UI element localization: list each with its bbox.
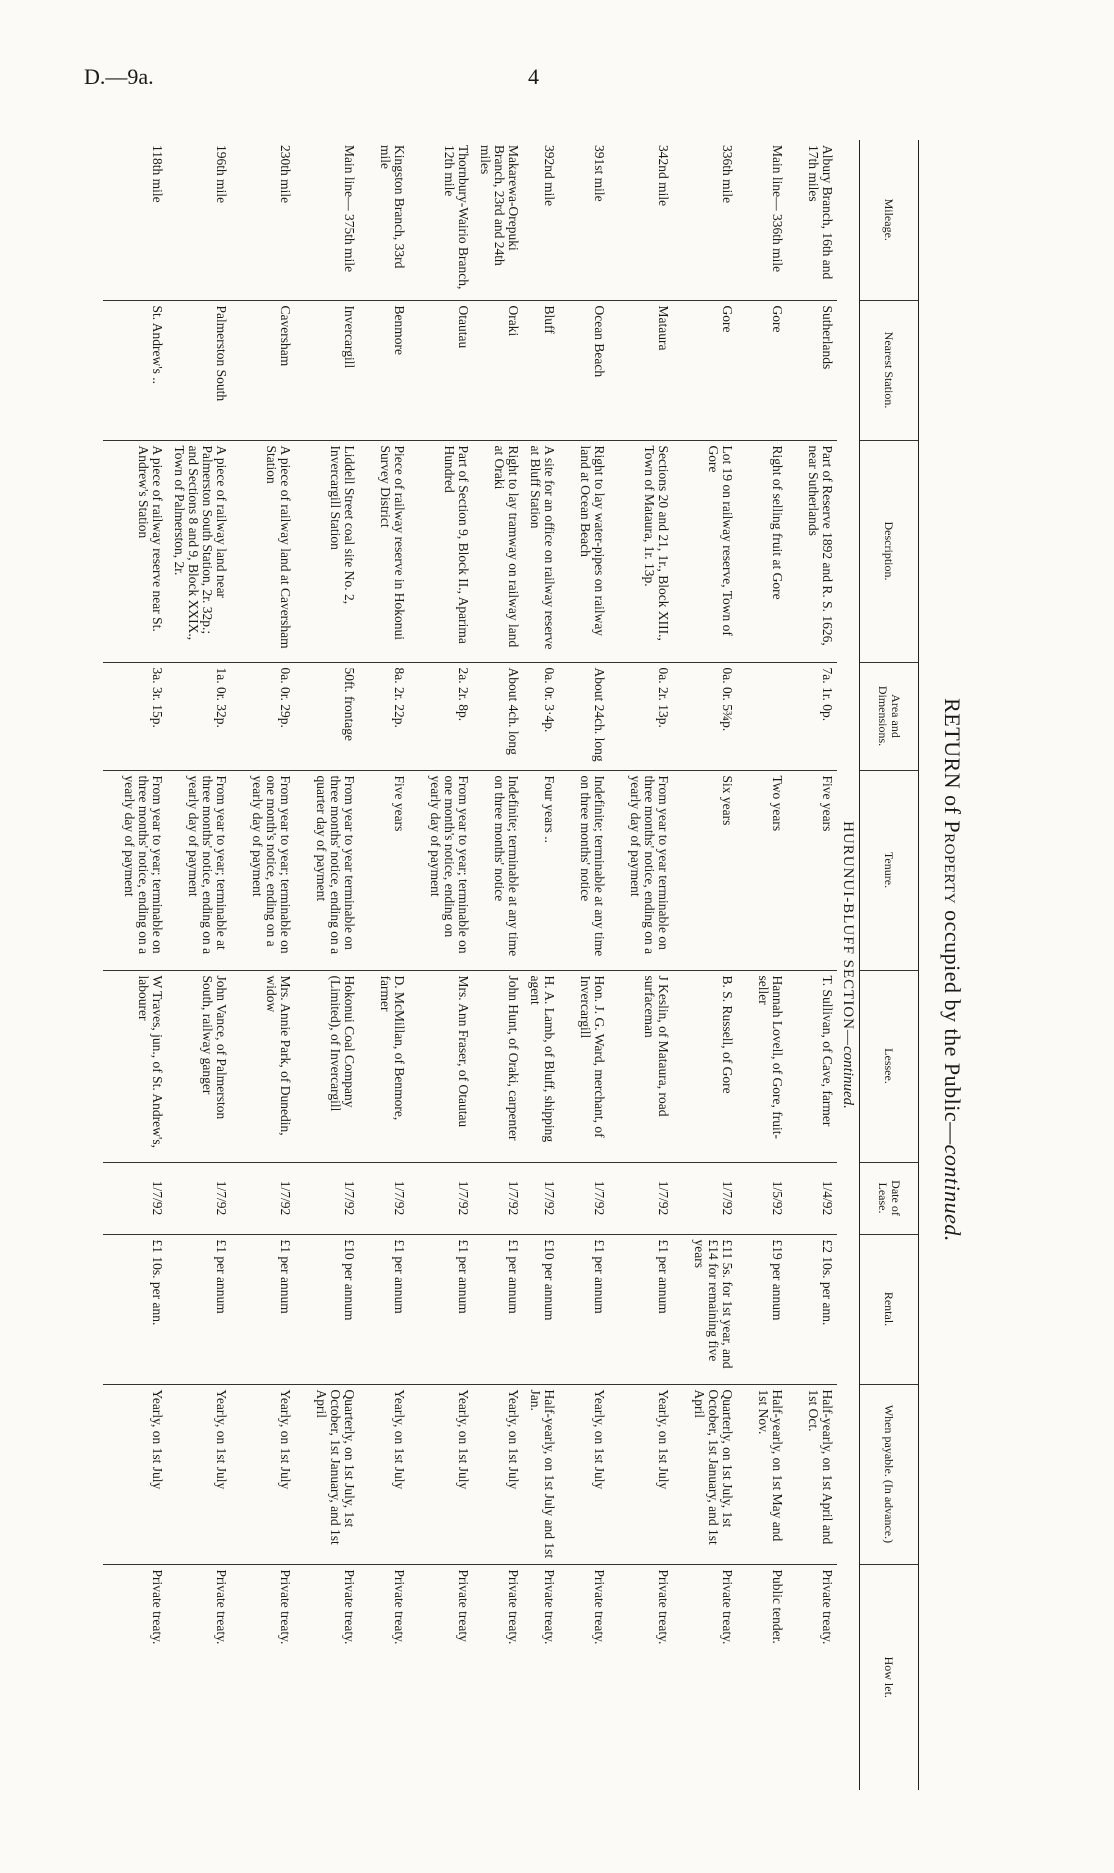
cell-mileage: 230th mile [278, 145, 293, 204]
cell-description: Right to lay water-pipes on railway land at Ocean Beach [559, 440, 609, 662]
cell-how-let: Private treaty. [787, 1564, 837, 1790]
cell-station: Ocean Beach [559, 300, 609, 440]
table-header-row [860, 140, 919, 1790]
cell-date: 1/7/92 [231, 1162, 295, 1234]
cell-description: Part of Reserve 1892 and R. S. 1626, near Sutherlands [787, 440, 837, 662]
header-how-let: How let. [860, 1564, 919, 1790]
cell-station: Oraki [473, 300, 523, 440]
section-title: HURUNUI-BLUFF SECTION— [840, 821, 856, 1047]
cell-station: Gore [737, 300, 787, 440]
cell-payable: Yearly, on 1st July [167, 1384, 231, 1564]
cell-area: 1a. 0r. 32p. [167, 662, 231, 770]
cell-area: About 24ch. long [559, 662, 609, 770]
cell-lessee: John Hunt, of Oraki, carpenter [473, 970, 523, 1162]
cell-payable: Yearly, on 1st July [409, 1384, 473, 1564]
cell-payable: Yearly, on 1st July [359, 1384, 409, 1564]
cell-lessee: John Vance, of Palmerston South, railway ganger [167, 970, 231, 1162]
title-smallcaps: Property [940, 820, 965, 905]
cell-rental: £10 per annum [295, 1234, 359, 1384]
cell-lessee: Hon. J. G. Ward, merchant, of Invercargill [559, 970, 609, 1162]
cell-area: 8a. 2r. 22p. [359, 662, 409, 770]
cell-description: A piece of railway land at Caversham Station [231, 440, 295, 662]
header-description: Description. [860, 440, 919, 662]
header-rental: Rental. [860, 1234, 919, 1384]
cell-how-let: Private treaty. [231, 1564, 295, 1790]
cell-mileage: Main line— 336th mile [770, 145, 785, 273]
cell-mileage: 196th mile [214, 145, 229, 204]
cell-lessee: H. A. Lamb, of Bluff, shipping agent [523, 970, 559, 1162]
cell-tenure: From year to year; terminable on one month's notice, ending on yearly day of payment [409, 770, 473, 970]
cell-tenure: From year to year terminable on three months' notice, ending on a yearly day of payment [609, 770, 673, 970]
cell-date: 1/7/92 [409, 1162, 473, 1234]
cell-area: 7a. 1r. 0p. [787, 662, 837, 770]
cell-tenure: From year to year; terminable at three months' notice, ending on a yearly day of payment [167, 770, 231, 970]
cell-area: 50ft. frontage [295, 662, 359, 770]
title-prefix: RETURN of [940, 698, 965, 821]
cell-date: 1/7/92 [295, 1162, 359, 1234]
cell-mileage: 342nd mile [656, 145, 671, 207]
cell-description: Lot 19 on railway reserve, Town of Gore [673, 440, 737, 662]
cell-tenure: From year to year; terminable on three months' notice, ending on a yearly day of payment [103, 770, 167, 970]
cell-date: 1/7/92 [523, 1162, 559, 1234]
cell-payable: Half-yearly, on 1st April and 1st Oct. [787, 1384, 837, 1564]
cell-station: Gore [673, 300, 737, 440]
cell-rental: £1 per annum [559, 1234, 609, 1384]
table-row [737, 140, 787, 1790]
table-row [609, 140, 673, 1790]
cell-rental: £1 per annum [473, 1234, 523, 1384]
cell-lessee: Hannah Lovell, of Gore, fruit-seller [737, 970, 787, 1162]
cell-station: Sutherlands [787, 300, 837, 440]
cell-lessee: B. S. Russell, of Gore [673, 970, 737, 1162]
cell-date: 1/7/92 [673, 1162, 737, 1234]
cell-rental: £1 per annum [231, 1234, 295, 1384]
cell-area: About 4ch. long [473, 662, 523, 770]
cell-lessee: W Traves, jun., of St. Andrew's, labourer [103, 970, 167, 1162]
cell-area: 0a. 0r. 5¾p. [673, 662, 737, 770]
cell-station: Palmerston South [167, 300, 231, 440]
cell-mileage: 336th mile [720, 145, 735, 204]
cell-mileage: Kingston Branch, 33rd mile [378, 145, 407, 269]
cell-area: 3a. 3r. 15p. [103, 662, 167, 770]
cell-description: Sections 20 and 21, 1r., Block XIII., Town of Mataura, 1r. 13p. [609, 440, 673, 662]
cell-rental: £1 per annum [359, 1234, 409, 1384]
cell-area: 0a. 0r. 29p. [231, 662, 295, 770]
table-row [787, 140, 837, 1790]
cell-description: Part of Section 9, Block II., Aparima Hundred [409, 440, 473, 662]
cell-lessee: Mrs. Ann Fraser, of Otautau [409, 970, 473, 1162]
cell-payable: Yearly, on 1st July [473, 1384, 523, 1564]
cell-date: 1/7/92 [559, 1162, 609, 1234]
cell-lessee: Hokonui Coal Company (Limited), of Invercargill [295, 970, 359, 1162]
cell-date: 1/5/92 [737, 1162, 787, 1234]
cell-date: 1/7/92 [359, 1162, 409, 1234]
table-row [231, 140, 295, 1790]
cell-date: 1/7/92 [103, 1162, 167, 1234]
cell-lessee: D. McMillan, of Benmore, farmer [359, 970, 409, 1162]
cell-rental: £1 per annum [409, 1234, 473, 1384]
table-row [559, 140, 609, 1790]
cell-description: Right to lay tramway on railway land at Oraki [473, 440, 523, 662]
cell-how-let: Private treaty [409, 1564, 473, 1790]
cell-tenure: Four years .. [523, 770, 559, 970]
header-lessee: Lessee. [860, 970, 919, 1162]
cell-how-let: Private treaty. [673, 1564, 737, 1790]
cell-how-let: Private treaty. [167, 1564, 231, 1790]
cell-tenure: Two years [737, 770, 787, 970]
cell-tenure: Indefinite; terminable at any time on three months' notice [559, 770, 609, 970]
cell-how-let: Private treaty. [103, 1564, 167, 1790]
cell-date: 1/4/92 [787, 1162, 837, 1234]
cell-station: Caversham [231, 300, 295, 440]
cell-tenure: From year to year terminable on three months' notice, ending on a quarter day of payment [295, 770, 359, 970]
cell-station: Benmore [359, 300, 409, 440]
cell-payable: Quarterly, on 1st July, 1st October, 1st January, and 1st April [295, 1384, 359, 1564]
cell-payable: Half-yearly, on 1st May and 1st Nov. [737, 1384, 787, 1564]
page-title [939, 110, 965, 1830]
cell-area: 2a. 2r. 8p. [409, 662, 473, 770]
cell-area [737, 662, 787, 770]
table-row [673, 140, 737, 1790]
cell-mileage: Makarewa-Orepuki Branch, 23rd and 24th miles [478, 145, 521, 266]
header-nearest-station: Nearest Station. [860, 300, 919, 440]
cell-tenure: Five years [359, 770, 409, 970]
header-when-payable: When payable. (In advance.) [860, 1384, 919, 1564]
cell-how-let: Private treaty. [295, 1564, 359, 1790]
cell-mileage: 392nd mile [542, 145, 557, 207]
cell-rental: £1 10s. per ann. [103, 1234, 167, 1384]
cell-date: 1/7/92 [609, 1162, 673, 1234]
cell-mileage: Main line— 375th mile [342, 145, 357, 273]
cell-station: Otautau [409, 300, 473, 440]
cell-area: 0a. 0r. 3·4p. [523, 662, 559, 770]
cell-station: Invercargill [295, 300, 359, 440]
header-area: Area and Dimensions. [860, 662, 919, 770]
table-row [167, 140, 231, 1790]
cell-date: 1/7/92 [167, 1162, 231, 1234]
rotated-page-content [85, 110, 965, 1830]
cell-lessee: T. Sullivan, of Cave, farmer [787, 970, 837, 1162]
cell-tenure: Six years [673, 770, 737, 970]
table-row [295, 140, 359, 1790]
cell-payable: Yearly, on 1st July [231, 1384, 295, 1564]
cell-payable: Half-yearly, on 1st July and 1st Jan. [523, 1384, 559, 1564]
cell-how-let: Private treaty. [473, 1564, 523, 1790]
section-heading [837, 140, 860, 1790]
cell-tenure: Indefinite; terminable at any time on three months' notice [473, 770, 523, 970]
header-mileage: Mileage. [860, 140, 919, 300]
table-row [103, 140, 167, 1790]
cell-description: A site for an office on railway reserve at Bluff Station [523, 440, 559, 662]
cell-rental: £10 per annum [523, 1234, 559, 1384]
cell-rental: £1 per annum [167, 1234, 231, 1384]
cell-rental: £2 10s. per ann. [787, 1234, 837, 1384]
cell-description: A piece of railway reserve near St. Andrew's Station [103, 440, 167, 662]
property-return-table [103, 140, 919, 1790]
cell-rental: £1 per annum [609, 1234, 673, 1384]
cell-lessee: Mrs. Annie Park, of Dunedin, widow [231, 970, 295, 1162]
cell-mileage: Albury Branch, 16th and 17th miles [806, 145, 835, 280]
cell-how-let: Private treaty. [559, 1564, 609, 1790]
table-row [523, 140, 559, 1790]
cell-payable: Yearly, on 1st July [609, 1384, 673, 1564]
cell-payable: Yearly, on 1st July [559, 1384, 609, 1564]
cell-rental: £19 per annum [737, 1234, 787, 1384]
cell-rental: £11 5s. for 1st year, and £14 for remaining five years [673, 1234, 737, 1384]
cell-how-let: Private treaty. [609, 1564, 673, 1790]
cell-description: Right of selling fruit at Gore [737, 440, 787, 662]
cell-area: 0a. 2r. 13p. [609, 662, 673, 770]
cell-station: St. Andrew's .. [103, 300, 167, 440]
cell-description: Piece of railway reserve in Hokonui Survey District [359, 440, 409, 662]
cell-mileage: 391st mile [592, 145, 607, 202]
cell-station: Bluff [523, 300, 559, 440]
header-tenure: Tenure. [860, 770, 919, 970]
cell-date: 1/7/92 [473, 1162, 523, 1234]
section-continued: continued. [840, 1046, 856, 1109]
page-number: 4 [528, 64, 539, 89]
document-number: D.—9a. [84, 64, 154, 89]
cell-how-let: Public tender. [737, 1564, 787, 1790]
title-middle: occupied by the Public— [940, 904, 965, 1145]
cell-description: A piece of railway land near Palmerston South Station, 2r. 32p.; and Sections 8 and 9, Block XXIX., Town of Palmerston, 2r. [167, 440, 231, 662]
section-heading-row [837, 140, 860, 1790]
title-continued: continued. [940, 1144, 965, 1242]
table-row [409, 140, 473, 1790]
cell-tenure: Five years [787, 770, 837, 970]
table-row [473, 140, 523, 1790]
cell-description: Liddell Street coal site No. 2, Invercargill Station [295, 440, 359, 662]
table-row [359, 140, 409, 1790]
header-date: Date of Lease. [860, 1162, 919, 1234]
cell-payable: Yearly, on 1st July [103, 1384, 167, 1564]
cell-how-let: Private treaty. [359, 1564, 409, 1790]
cell-payable: Quarterly, on 1st July, 1st October, 1st January, and 1st April [673, 1384, 737, 1564]
cell-how-let: Private treaty. [523, 1564, 559, 1790]
cell-tenure: From year to year; terminable on one month's notice, ending on a yearly day of payment [231, 770, 295, 970]
cell-lessee: J Keslin, of Mataura, road surfaceman [609, 970, 673, 1162]
cell-mileage: Thornbury-Wairio Branch, 12th mile [442, 145, 471, 290]
cell-station: Mataura [609, 300, 673, 440]
cell-mileage: 118th mile [150, 145, 165, 203]
